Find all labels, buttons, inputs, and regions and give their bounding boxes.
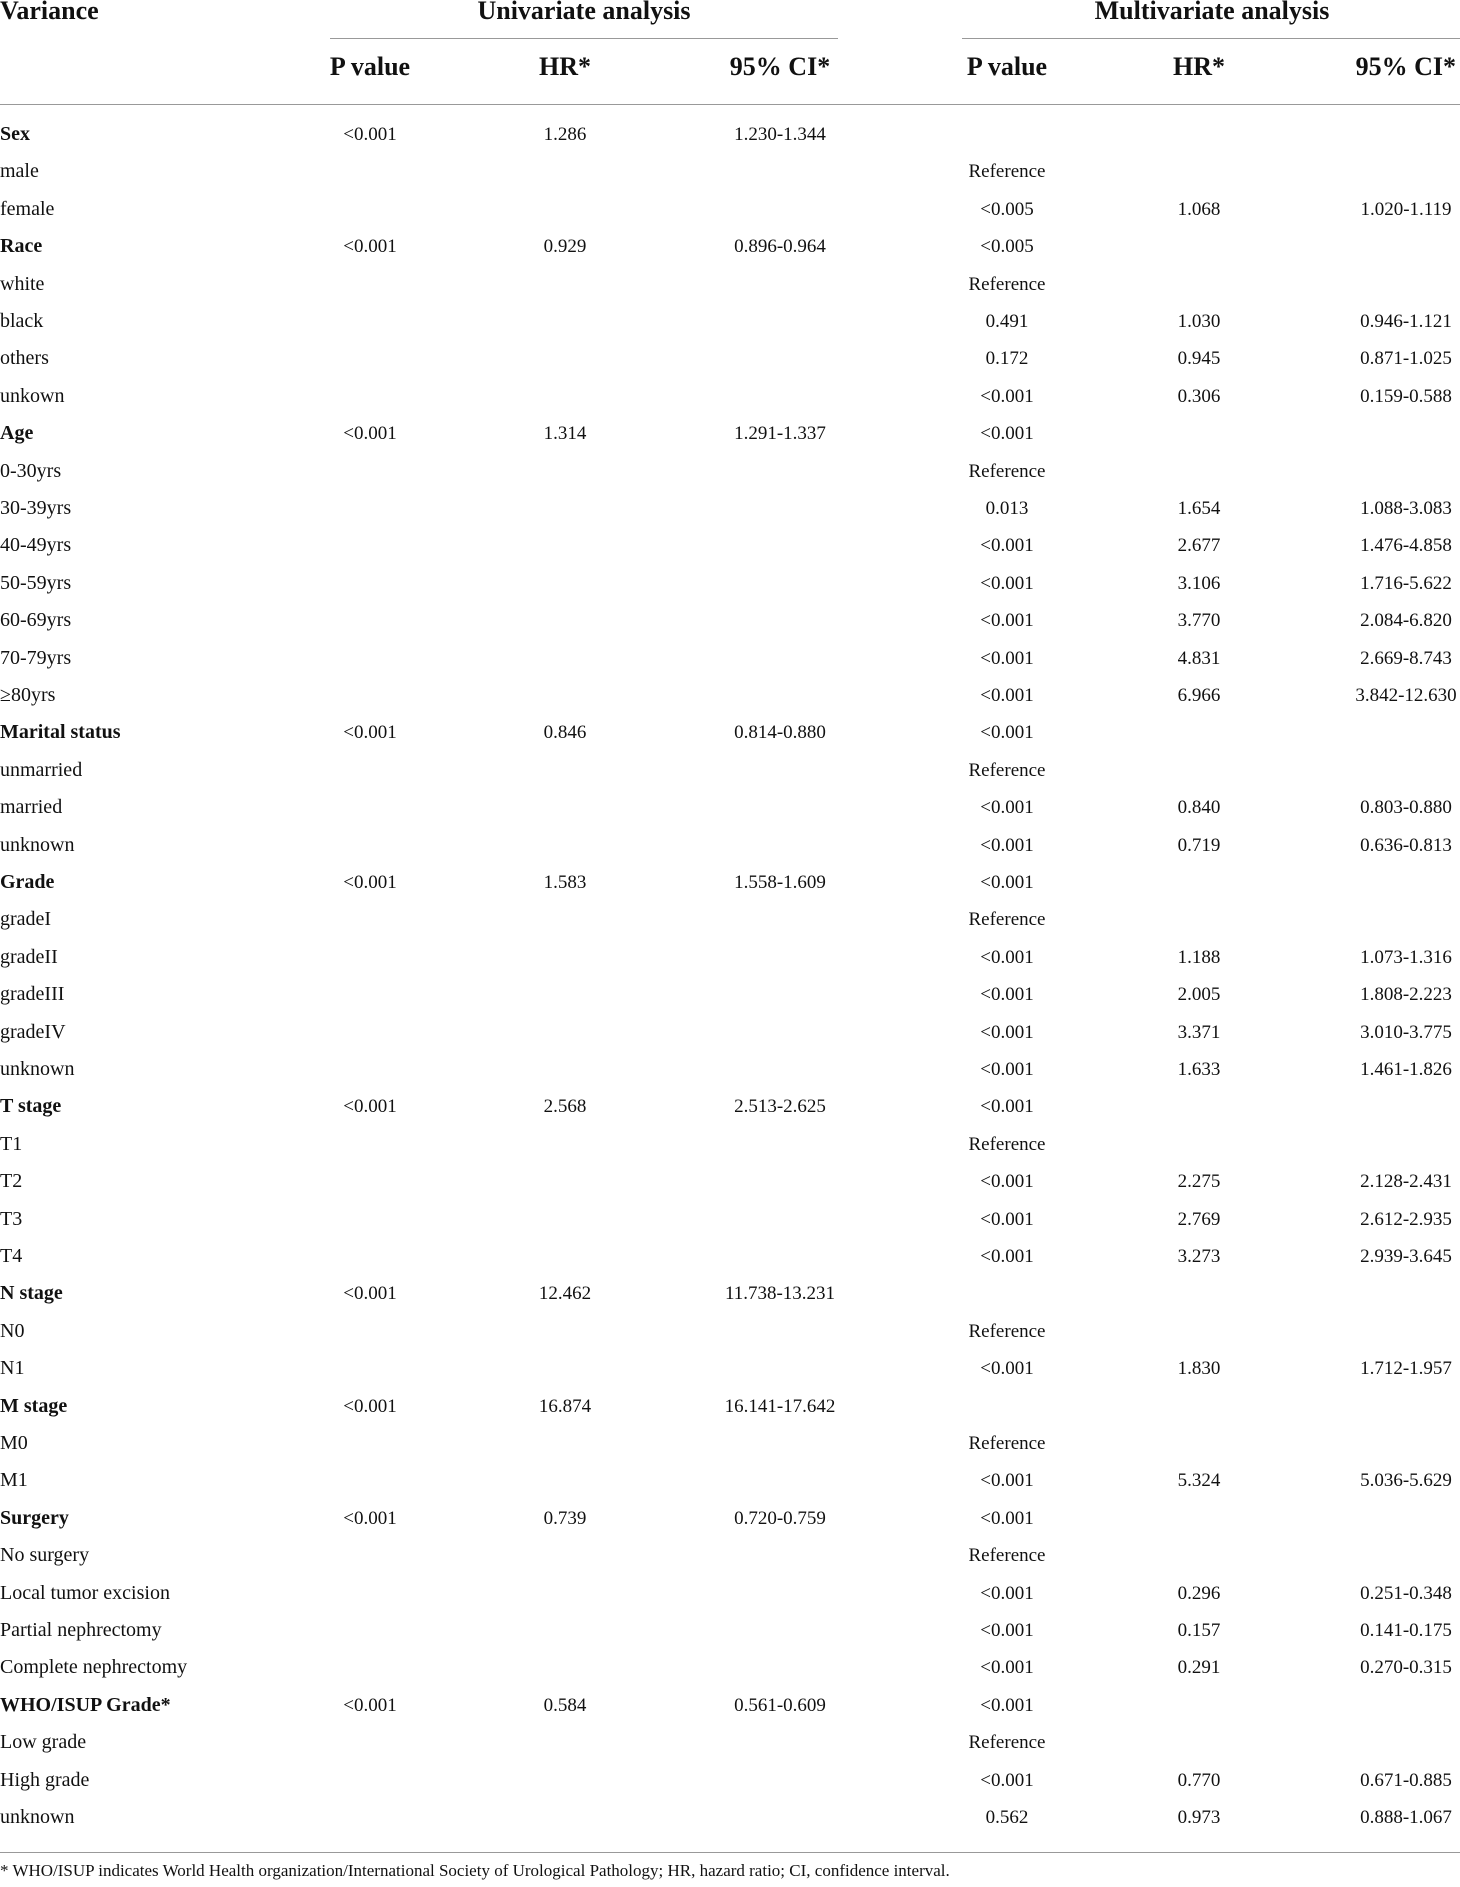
cell-uhr: 0.584: [543, 1694, 587, 1716]
cell-mp: Reference: [968, 460, 1046, 482]
cell-uci: 0.720-0.759: [734, 1507, 826, 1529]
cell-up: <0.001: [343, 124, 397, 145]
cell-uhr: 1.583: [543, 872, 587, 893]
cell-mp: Reference: [968, 1320, 1046, 1342]
cell-mp: Reference: [968, 1433, 1046, 1454]
cell-up: <0.001: [343, 1283, 397, 1305]
row-label: T4: [0, 1245, 23, 1267]
cell-up: <0.001: [343, 236, 397, 258]
row-label: M0: [0, 1432, 28, 1454]
row-label: 30-39yrs: [0, 497, 72, 519]
row-label: Complete nephrectomy: [0, 1656, 188, 1679]
cell-mp: <0.001: [980, 685, 1034, 706]
cell-mci: 0.671-0.885: [1360, 1769, 1452, 1791]
row-label: N0: [0, 1319, 25, 1342]
cell-mci: 0.946-1.121: [1360, 311, 1452, 332]
cell-mp: <0.001: [980, 610, 1034, 632]
cell-mp: <0.001: [980, 385, 1034, 407]
cell-uci: 1.230-1.344: [734, 124, 826, 145]
cell-mp: <0.001: [980, 1769, 1034, 1791]
cell-mp: <0.001: [980, 1694, 1034, 1716]
cell-mci: 2.939-3.645: [1360, 1246, 1452, 1267]
row-label: M1: [0, 1469, 28, 1492]
cell-mci: 2.128-2.431: [1360, 1171, 1452, 1193]
row-label: others: [0, 347, 49, 370]
row-label: Race: [0, 235, 43, 258]
cell-uhr: 0.929: [543, 236, 587, 258]
cell-mhr: 0.770: [1177, 1769, 1221, 1791]
multivariate-underline: [962, 38, 1460, 39]
row-label: male: [0, 160, 39, 183]
cell-mp: <0.001: [980, 872, 1034, 893]
cell-mp: <0.001: [980, 722, 1034, 744]
cell-mhr: 0.945: [1177, 348, 1221, 370]
cell-uci: 1.291-1.337: [734, 423, 826, 445]
cell-mci: 3.842-12.630: [1355, 685, 1457, 706]
cell-mci: 2.669-8.743: [1360, 647, 1452, 669]
cell-mci: 2.084-6.820: [1360, 610, 1452, 632]
cell-mp: <0.001: [980, 1059, 1034, 1080]
multivariate-p-header: P value: [966, 52, 1048, 81]
cell-mhr: 3.273: [1177, 1246, 1221, 1267]
cell-uhr: 16.874: [538, 1395, 592, 1417]
cell-up: <0.001: [343, 1694, 397, 1716]
cell-mhr: 0.291: [1177, 1657, 1221, 1679]
cell-mhr: 2.005: [1177, 984, 1221, 1006]
cell-mp: Reference: [968, 1545, 1046, 1567]
cell-mhr: 6.966: [1177, 685, 1221, 706]
row-label: M stage: [0, 1394, 68, 1417]
cell-mhr: 2.769: [1177, 1208, 1221, 1230]
cell-up: <0.001: [343, 1096, 397, 1118]
row-label: 50-59yrs: [0, 571, 72, 594]
cell-mhr: 1.188: [1177, 946, 1221, 968]
cell-mhr: 1.830: [1177, 1358, 1221, 1380]
univariate-p-header: P value: [329, 52, 411, 81]
row-label: T2: [0, 1170, 23, 1193]
row-label: 70-79yrs: [0, 646, 72, 669]
cell-up: <0.001: [343, 1507, 397, 1529]
cell-up: <0.001: [343, 872, 397, 893]
header-rule: [0, 104, 1460, 105]
cell-mhr: 2.677: [1177, 535, 1221, 557]
multivariate-hr-header: HR*: [1173, 52, 1225, 81]
univariate-ci-header: 95% CI*: [729, 52, 831, 81]
cell-mhr: 4.831: [1177, 647, 1221, 669]
cell-mci: 1.712-1.957: [1360, 1358, 1452, 1380]
cell-mp: 0.562: [985, 1807, 1029, 1828]
cell-mhr: 0.973: [1177, 1807, 1221, 1828]
row-label: married: [0, 796, 63, 819]
cell-uci: 16.141-17.642: [724, 1395, 836, 1417]
row-label: gradeIV: [0, 1020, 66, 1043]
cell-uhr: 12.462: [538, 1283, 592, 1305]
cell-mp: 0.172: [985, 348, 1029, 370]
cell-mp: <0.001: [980, 1507, 1034, 1529]
row-label: ≥80yrs: [0, 684, 56, 706]
univariate-hr-header: HR*: [539, 52, 591, 81]
row-label: Marital status: [0, 721, 121, 744]
cell-mp: <0.001: [980, 834, 1034, 856]
multivariate-header: Multivariate analysis: [1094, 0, 1330, 25]
footnote: * WHO/ISUP indicates World Health organization/International Society of Urological Pathology; HR, hazard ratio; CI, confidence interval.: [0, 1861, 950, 1880]
cell-mhr: 0.719: [1177, 834, 1221, 856]
cell-up: <0.001: [343, 423, 397, 445]
cell-mp: Reference: [968, 759, 1046, 781]
cell-mci: 1.020-1.119: [1360, 198, 1452, 220]
cell-uci: 11.738-13.231: [724, 1283, 836, 1305]
row-label: unknown: [0, 1806, 75, 1828]
row-label: Local tumor excision: [0, 1581, 170, 1604]
cell-mp: <0.001: [980, 1582, 1034, 1604]
cell-mp: <0.001: [980, 1096, 1034, 1118]
cell-uci: 0.896-0.964: [734, 236, 826, 258]
cell-mp: <0.001: [980, 1620, 1034, 1641]
cell-mci: 0.871-1.025: [1360, 348, 1452, 370]
row-label: Low grade: [0, 1731, 87, 1754]
cell-mp: <0.001: [980, 647, 1034, 669]
cell-mci: 0.270-0.315: [1360, 1657, 1452, 1679]
cell-uhr: 0.846: [543, 722, 587, 744]
cell-mp: <0.001: [980, 1657, 1034, 1679]
row-label: No surgery: [0, 1544, 90, 1567]
cell-mhr: 0.306: [1177, 385, 1221, 407]
row-label: gradeIII: [0, 983, 65, 1006]
cell-mp: 0.491: [985, 311, 1029, 332]
cell-mhr: 5.324: [1177, 1470, 1221, 1492]
cell-mci: 1.088-3.083: [1360, 498, 1452, 519]
cell-uci: 1.558-1.609: [734, 872, 826, 893]
cell-mp: <0.001: [980, 423, 1034, 445]
bottom-rule: [0, 1852, 1460, 1853]
cell-uci: 2.513-2.625: [734, 1096, 826, 1118]
row-label: 60-69yrs: [0, 609, 72, 632]
cell-mp: 0.013: [985, 498, 1029, 519]
row-label: T stage: [0, 1095, 62, 1118]
cell-uci: 0.561-0.609: [734, 1694, 826, 1716]
cell-mp: <0.001: [980, 1246, 1034, 1267]
cell-mp: <0.001: [980, 1470, 1034, 1492]
row-label: T3: [0, 1207, 23, 1230]
row-label: 0-30yrs: [0, 459, 62, 482]
cell-mci: 0.803-0.880: [1360, 797, 1452, 819]
row-label: female: [0, 197, 55, 220]
cell-mci: 0.251-0.348: [1360, 1582, 1452, 1604]
cell-mhr: 0.296: [1177, 1582, 1221, 1604]
cell-mhr: 1.030: [1177, 311, 1221, 332]
cell-mhr: 3.106: [1177, 572, 1221, 594]
cell-mp: <0.005: [980, 198, 1034, 220]
cell-mci: 1.476-4.858: [1360, 535, 1452, 557]
row-label: gradeI: [0, 908, 52, 931]
cell-mhr: 3.770: [1177, 610, 1221, 632]
cell-mci: 0.159-0.588: [1360, 385, 1452, 407]
cell-mp: Reference: [968, 273, 1046, 295]
cell-mci: 0.888-1.067: [1360, 1807, 1452, 1828]
row-label: unknown: [0, 833, 75, 856]
cell-mhr: 0.840: [1177, 797, 1221, 819]
cell-up: <0.001: [343, 722, 397, 744]
cell-mp: Reference: [968, 161, 1046, 183]
row-label: unknown: [0, 1058, 75, 1080]
cell-mci: 1.716-5.622: [1360, 572, 1452, 594]
cell-mhr: 1.654: [1177, 498, 1221, 519]
variance-header: Variance: [0, 0, 99, 25]
cell-uhr: 1.286: [543, 124, 587, 145]
cell-mp: <0.001: [980, 1171, 1034, 1193]
cell-mp: <0.001: [980, 535, 1034, 557]
cell-mp: <0.001: [980, 1208, 1034, 1230]
cell-mp: <0.001: [980, 797, 1034, 819]
row-label: unkown: [0, 384, 65, 407]
cell-mp: Reference: [968, 909, 1046, 931]
cell-uhr: 1.314: [543, 423, 587, 445]
cell-mp: <0.001: [980, 1021, 1034, 1043]
cell-mci: 3.010-3.775: [1360, 1021, 1452, 1043]
cell-mp: <0.001: [980, 1358, 1034, 1380]
cell-mp: <0.001: [980, 946, 1034, 968]
univariate-underline: [330, 38, 838, 39]
row-label: Grade: [0, 871, 55, 893]
row-label: white: [0, 272, 45, 295]
multivariate-ci-header: 95% CI*: [1355, 52, 1456, 81]
row-label: Partial nephrectomy: [0, 1619, 162, 1641]
cell-mp: <0.001: [980, 572, 1034, 594]
cell-mp: <0.005: [980, 236, 1034, 258]
row-label: 40-49yrs: [0, 534, 72, 557]
row-label: Sex: [0, 123, 30, 145]
cell-mp: Reference: [968, 1133, 1046, 1155]
cell-up: <0.001: [343, 1395, 397, 1417]
cell-mci: 5.036-5.629: [1360, 1470, 1452, 1492]
cell-mp: Reference: [968, 1732, 1046, 1754]
row-label: T1: [0, 1132, 23, 1155]
cell-mci: 2.612-2.935: [1360, 1208, 1452, 1230]
row-label: WHO/ISUP Grade*: [0, 1693, 171, 1716]
cell-mp: <0.001: [980, 984, 1034, 1006]
cell-mci: 0.141-0.175: [1360, 1620, 1452, 1641]
cell-mhr: 0.157: [1177, 1620, 1221, 1641]
cell-uhr: 0.739: [543, 1507, 587, 1529]
row-label: High grade: [0, 1768, 90, 1791]
univariate-header: Univariate analysis: [477, 0, 691, 25]
cell-mci: 1.808-2.223: [1360, 984, 1452, 1006]
cell-mhr: 1.068: [1177, 198, 1221, 220]
cell-mci: 1.461-1.826: [1360, 1059, 1452, 1080]
cell-mhr: 3.371: [1177, 1021, 1221, 1043]
row-label: Surgery: [0, 1506, 69, 1529]
cell-mhr: 1.633: [1177, 1059, 1221, 1080]
row-label: N1: [0, 1357, 25, 1380]
cell-mhr: 2.275: [1177, 1171, 1221, 1193]
row-label: gradeII: [0, 945, 58, 968]
cell-uci: 0.814-0.880: [734, 722, 826, 744]
row-label: unmarried: [0, 758, 83, 781]
row-label: black: [0, 310, 44, 332]
row-label: Age: [0, 422, 34, 445]
cell-mci: 1.073-1.316: [1360, 946, 1452, 968]
cell-mci: 0.636-0.813: [1360, 834, 1452, 856]
cell-uhr: 2.568: [543, 1096, 587, 1118]
row-label: N stage: [0, 1282, 63, 1305]
